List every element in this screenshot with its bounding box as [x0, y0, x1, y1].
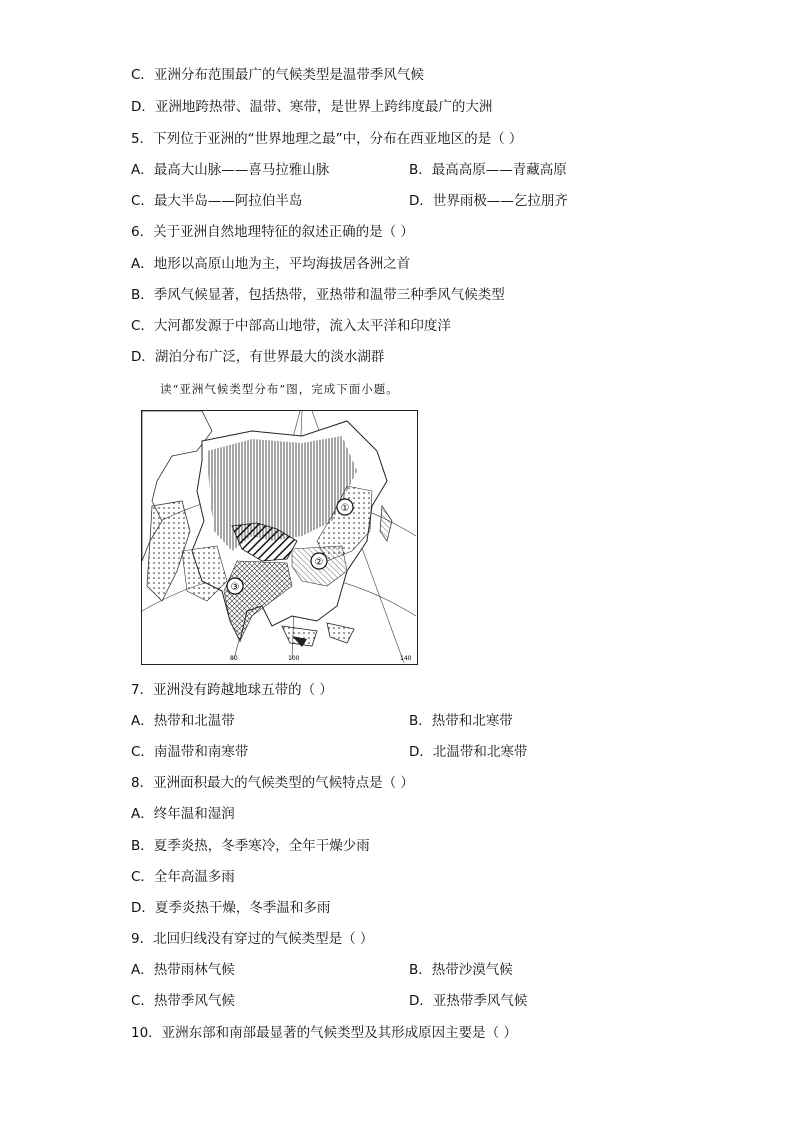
svg-text:①: ① [340, 503, 350, 514]
q10-stem: 10．亚洲东部和南部最显著的气候类型及其形成原因主要是（ ） [131, 1025, 517, 1041]
svg-text:③: ③ [230, 582, 240, 593]
q6-stem: 6．关于亚洲自然地理特征的叙述正确的是（ ） [131, 224, 414, 240]
q7-stem: 7．亚洲没有跨越地球五带的（ ） [131, 682, 333, 698]
asia-climate-map [141, 410, 418, 665]
q8-option-b: B．夏季炎热，冬季寒冷，全年干燥少雨 [131, 838, 370, 854]
q9-option-d: D．亚热带季风气候 [409, 993, 528, 1009]
q8-stem: 8．亚洲面积最大的气候类型的气候特点是（ ） [131, 775, 414, 791]
q8-option-a: A．终年温和湿润 [131, 806, 235, 822]
q7-option-b: B．热带和北寒带 [409, 713, 513, 729]
q6-option-a: A．地形以高原山地为主，平均海拔居各洲之首 [131, 256, 411, 272]
q7-option-d: D．北温带和北寒带 [409, 744, 528, 760]
figure-caption: 读“亚洲气候类型分布”图，完成下面小题。 [160, 382, 399, 396]
q6-option-b: B．季风气候显著，包括热带，亚热带和温带三种季风气候类型 [131, 287, 505, 303]
q4-option-c: C．亚洲分布范围最广的气候类型是温带季风气候 [131, 67, 424, 83]
q7-option-c: C．南温带和南寒带 [131, 744, 249, 760]
q5-option-d: D．世界雨极——乞拉朋齐 [409, 193, 568, 209]
q8-option-c: C．全年高温多雨 [131, 869, 235, 885]
tick-80: 80 [230, 655, 238, 662]
q9-option-b: B．热带沙漠气候 [409, 962, 513, 978]
tick-100: 100 [288, 655, 300, 662]
q4-option-d: D．亚洲地跨热带、温带、寒带，是世界上跨纬度最广的大洲 [131, 99, 493, 115]
marker-3 [227, 578, 243, 594]
q9-stem: 9．北回归线没有穿过的气候类型是（ ） [131, 931, 374, 947]
q9-option-a: A．热带雨林气候 [131, 962, 235, 978]
q5-option-c: C．最大半岛——阿拉伯半岛 [131, 193, 303, 209]
japan-outline [380, 506, 392, 541]
marker-1 [337, 499, 353, 515]
q6-option-d: D．湖泊分布广泛，有世界最大的淡水湖群 [131, 349, 385, 365]
svg-text:②: ② [314, 557, 324, 568]
tick-140: 140 [400, 655, 412, 662]
q6-option-c: C．大河都发源于中部高山地带，流入太平洋和印度洋 [131, 318, 451, 334]
islands-dotted [282, 623, 354, 646]
q7-option-a: A．热带和北温带 [131, 713, 235, 729]
q5-option-a: A．最高大山脉——喜马拉雅山脉 [131, 162, 330, 178]
q9-option-c: C．热带季风气候 [131, 993, 235, 1009]
marker-2 [311, 553, 327, 569]
q5-stem: 5．下列位于亚洲的“世界地理之最”中，分布在西亚地区的是（ ） [131, 131, 523, 147]
q8-option-d: D．夏季炎热干燥，冬季温和多雨 [131, 900, 331, 916]
q5-option-b: B．最高高原——青藏高原 [409, 162, 567, 178]
